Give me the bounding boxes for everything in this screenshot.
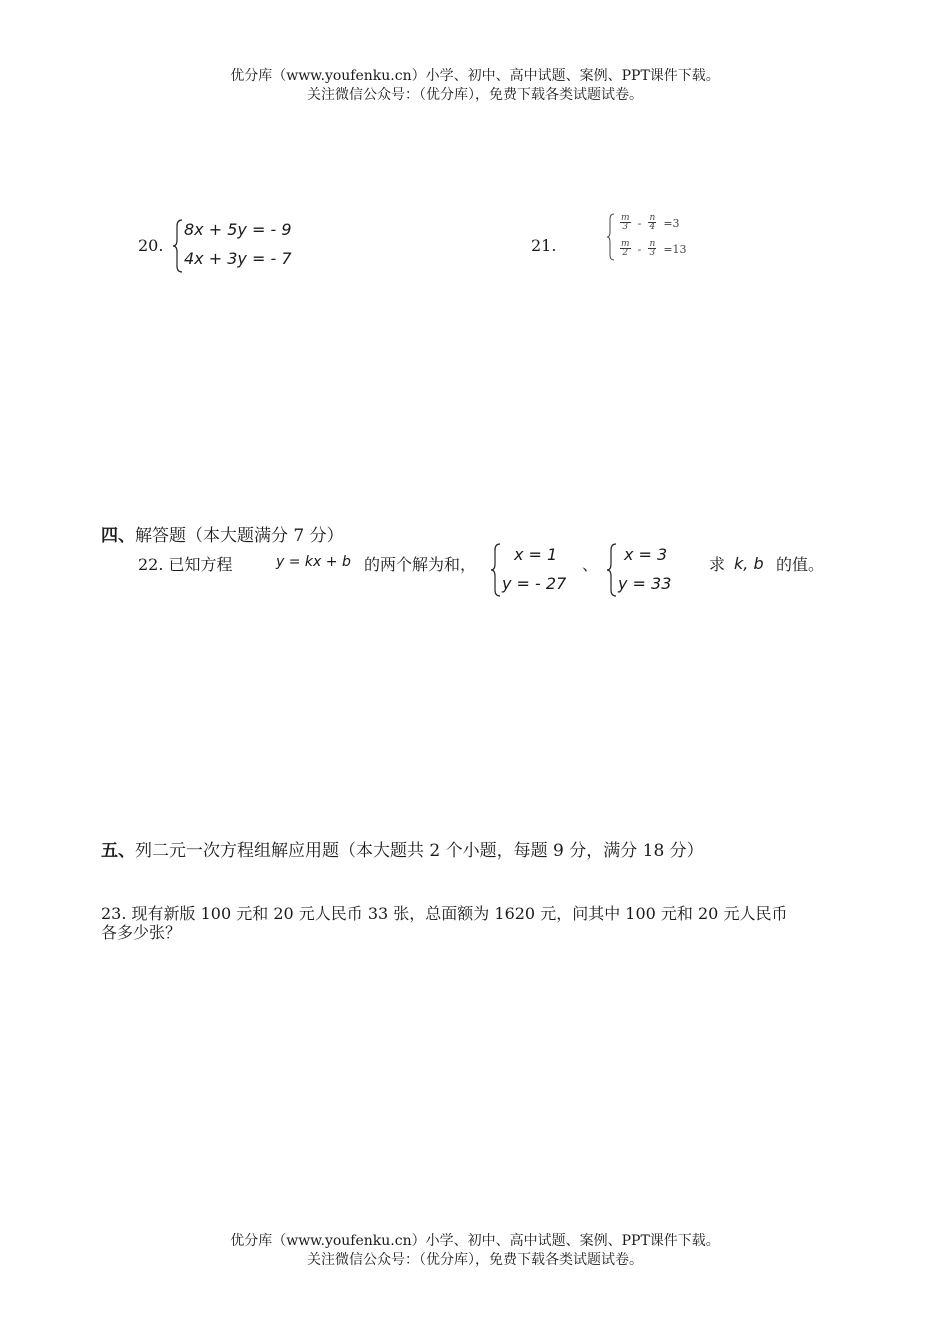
q21-eq1-a-den: 3 — [622, 222, 629, 232]
q22-equation: y = kx + b — [276, 554, 351, 570]
q22-separator: 、 — [582, 555, 599, 574]
footer-line-2: 关注微信公众号：（优分库），免费下载各类试题试卷。 — [307, 1252, 643, 1268]
q20-equation-2: 4x + 3y = - 7 — [184, 249, 292, 268]
q21-equation-2 — [618, 238, 687, 257]
q21-eq2-b-num: n — [649, 239, 656, 249]
q22-solution-2-x: x = 3 — [624, 545, 668, 564]
q21-eq1-a-num: m — [621, 213, 630, 223]
section-5-heading — [101, 836, 704, 861]
q22-solution-1-x: x = 1 — [514, 545, 558, 564]
section-5-marker: 五、 — [101, 841, 135, 861]
q22-solution-1-brace — [490, 542, 502, 598]
header-line-1: 优分库（www.youfenku.cn）小学、初中、高中试题、案例、PPT课件下载。 — [230, 68, 720, 84]
q21-equation-1 — [618, 212, 680, 231]
q20-equation-1: 8x + 5y = - 9 — [184, 220, 292, 239]
q20-brace — [172, 218, 184, 274]
q20-system — [172, 218, 312, 274]
q22-solution-1-y: y = - 27 — [502, 574, 567, 593]
q21-eq1-b-num: n — [649, 213, 656, 223]
q21-eq1-op: - — [637, 217, 642, 230]
section-5-title: 列二元一次方程组解应用题（本大题共 2 个小题，每题 9 分，满分 18 分） — [135, 841, 704, 861]
q22-solution-2-brace — [606, 542, 618, 598]
q21-eq2-op: - — [637, 243, 642, 256]
q21-eq2-a-den: 2 — [622, 248, 629, 258]
q22-solution-2 — [606, 542, 696, 598]
section-4-heading — [101, 521, 344, 546]
q21-eq1-rhs: =3 — [663, 217, 680, 230]
q21-system — [606, 210, 746, 266]
section-4-marker: 四、 — [101, 526, 135, 546]
q21-eq2-a-num: m — [621, 239, 630, 249]
q22-solution-1 — [490, 542, 580, 598]
q22-solution-2-y: y = 33 — [618, 574, 672, 593]
footer-line-1: 优分库（www.youfenku.cn）小学、初中、高中试题、案例、PPT课件下载。 — [230, 1233, 720, 1249]
section-4-title: 解答题（本大题满分 7 分） — [135, 526, 344, 546]
q22-prefix: 22. 已知方程 — [138, 555, 233, 574]
q23-line-1: 23. 现有新版 100 元和 20 元人民币 33 张，总面额为 1620 元，问其中 100 元和 20 元人民币 — [101, 904, 788, 923]
q22-vars: k, b — [734, 554, 764, 573]
q21-eq1-b-den: 4 — [649, 222, 656, 232]
q21-brace — [606, 212, 616, 262]
q20-number: 20. — [138, 236, 164, 255]
q22-middle: 的两个解为和， — [364, 555, 477, 574]
q21-eq2-rhs: =13 — [663, 243, 687, 256]
q22-suffix: 的值。 — [776, 555, 825, 574]
header-line-2: 关注微信公众号：（优分库），免费下载各类试题试卷。 — [307, 87, 643, 103]
q21-eq2-b-den: 3 — [649, 248, 656, 258]
q22-ask: 求 — [709, 555, 726, 574]
q21-number: 21. — [531, 236, 557, 255]
q23-line-2: 各多少张？ — [101, 923, 182, 942]
